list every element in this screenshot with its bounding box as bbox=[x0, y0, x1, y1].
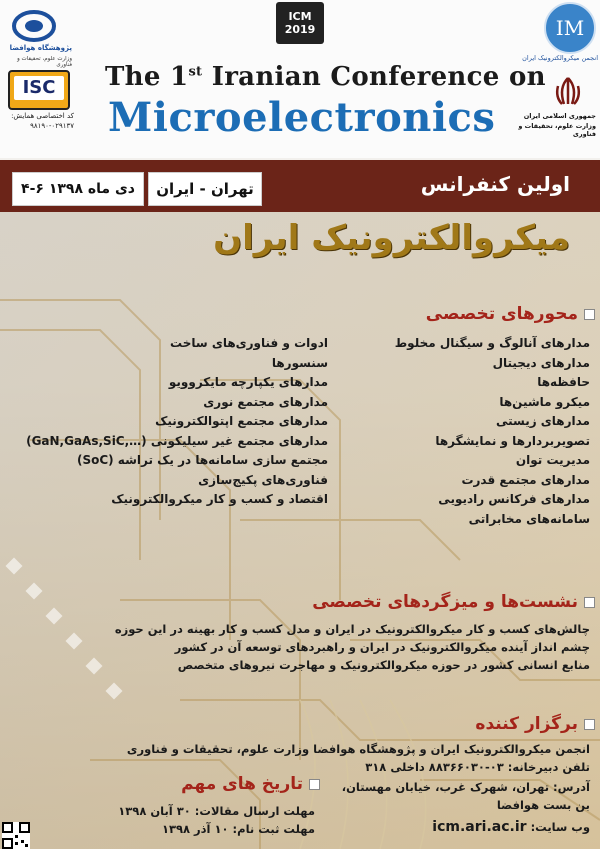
icm-chip-badge bbox=[276, 2, 324, 44]
organizer-heading-text: برگزار کننده bbox=[475, 714, 578, 734]
list-item: مدارهای دیجیتال bbox=[492, 355, 590, 370]
list-item: مدارهای مجتمع قدرت bbox=[461, 472, 590, 487]
im-logo: IM bbox=[544, 2, 596, 54]
organizer-line: انجمن میکروالکترونیک ایران و پژوهشگاه هوافضا وزارت علوم، تحقیقات و فناوری bbox=[126, 742, 590, 756]
sessions-list bbox=[114, 620, 590, 674]
list-item: مدارهای آنالوگ و سیگنال مخلوط bbox=[394, 336, 590, 350]
sessions-heading-text: نشست‌ها و میزگردهای تخصصی bbox=[312, 592, 578, 612]
iran-emblem-icon bbox=[548, 74, 588, 110]
checkbox-square-icon bbox=[584, 719, 595, 730]
topics-right-list bbox=[378, 334, 590, 529]
qr-code-icon bbox=[2, 822, 30, 849]
dates-list bbox=[100, 802, 315, 838]
list-item: منابع انسانی کشور در حوزه میکروالکترونیک و مهاجرت نیروهای متخصص bbox=[177, 658, 590, 672]
organizer-address bbox=[330, 778, 590, 814]
isc-code: ۹۸۱۹۰-۰۲۹۱۳۷ bbox=[30, 122, 74, 130]
dates-heading bbox=[150, 774, 320, 794]
checkbox-square-icon bbox=[584, 309, 595, 320]
conference-label-small: اولین کنفرانس bbox=[420, 172, 570, 196]
im-caption: انجمن میکروالکترونیک ایران bbox=[522, 54, 598, 62]
dates-heading-text: تاریخ های مهم bbox=[181, 774, 303, 794]
organizer-info bbox=[118, 740, 590, 776]
address-line2: بن بست هوافضا bbox=[496, 798, 590, 812]
sessions-heading bbox=[300, 592, 595, 612]
list-item: مدارهای فرکانس رادیویی bbox=[438, 492, 590, 506]
list-item: مدارهای زیستی bbox=[495, 414, 590, 428]
isc-logo bbox=[8, 70, 70, 110]
organizer-phone: تلفن دبیرخانه: ۰۳-۸۸۳۶۶۰۳۰ داخلی ۳۱۸ bbox=[365, 760, 590, 774]
conference-subtitle-en: Microelectronics bbox=[108, 94, 496, 141]
list-item: مدارهای مجتمع غیر سیلیکونی (…,GaN,GaAs,SiC) bbox=[26, 433, 328, 448]
website-label: وب سایت: bbox=[530, 820, 590, 834]
list-item: میکرو ماشین‌ها bbox=[499, 394, 590, 409]
address-line1: آدرس: تهران، شهرک غرب، خیابان مهستان، bbox=[341, 780, 590, 794]
emblem-line2: وزارت علوم، تحقیقات و فناوری bbox=[518, 122, 596, 138]
list-item: چالش‌های کسب و کار میکروالکترونیک در ایران و مدل کسب و کار بهینه در این حوزه bbox=[114, 622, 590, 636]
badge-line2: 2019 bbox=[284, 23, 316, 36]
list-item: چشم انداز آینده میکروالکترونیک در ایران و راهبردهای توسعه آن در کشور bbox=[174, 640, 590, 654]
list-item: تصویربردارها و نمایشگرها bbox=[435, 433, 590, 448]
isc-caption: کد اختصاصی همایش: bbox=[11, 112, 74, 120]
website-link[interactable]: icm.ari.ac.ir bbox=[432, 819, 527, 835]
list-item: مدارهای مجتمع نوری bbox=[203, 394, 328, 409]
title-prefix: The 1 bbox=[105, 62, 189, 92]
list-item: سنسورها bbox=[271, 355, 328, 370]
list-item: ادوات و فناوری‌های ساخت bbox=[169, 336, 328, 350]
topics-heading bbox=[380, 304, 595, 324]
deadline-registration: مهلت ثبت نام: ۱۰ آذر ۱۳۹۸ bbox=[161, 822, 315, 836]
event-city: تهران - ایران bbox=[148, 172, 262, 206]
conference-title-en bbox=[105, 62, 546, 92]
topics-heading-text: محورهای تخصصی bbox=[425, 304, 578, 324]
topics-left-list bbox=[26, 334, 328, 510]
event-dates: ۴-۶ دی ماه ۱۳۹۸ bbox=[12, 172, 144, 206]
isc-text: ISC bbox=[14, 76, 64, 100]
list-item: اقتصاد و کسب و کار میکروالکترونیک bbox=[111, 492, 328, 506]
list-item: سامانه‌های مخابراتی bbox=[468, 511, 590, 526]
list-item: فناوری‌های پکیج‌سازی bbox=[198, 472, 328, 487]
list-item: مدارهای یکپارچه مایکروویو bbox=[168, 375, 328, 389]
checkbox-square-icon bbox=[584, 597, 595, 608]
list-item: مدیریت توان bbox=[515, 453, 590, 467]
list-item: مجتمع سازی سامانه‌ها در یک تراشه (SoC) bbox=[76, 453, 328, 467]
conference-title-fa: میکروالکترونیک ایران bbox=[213, 218, 570, 258]
list-item: مدارهای مجتمع اپتوالکترونیک bbox=[155, 414, 328, 428]
institute-caption: پژوهشگاه هوافضا bbox=[9, 44, 72, 52]
website-row bbox=[330, 818, 590, 836]
emblem-line1: جمهوری اسلامی ایران bbox=[523, 112, 596, 120]
organizer-heading bbox=[420, 714, 595, 734]
checkbox-square-icon bbox=[309, 779, 320, 790]
institute-subcaption: وزارت علوم، تحقیقات و فناوری bbox=[17, 56, 72, 68]
title-sup: st bbox=[188, 64, 203, 80]
deadline-submission: مهلت ارسال مقالات: ۳۰ آبان ۱۳۹۸ bbox=[118, 804, 315, 818]
badge-line1: ICM bbox=[288, 10, 312, 23]
list-item: حافظه‌ها bbox=[537, 375, 590, 389]
title-suffix: Iranian Conference on bbox=[202, 62, 546, 92]
